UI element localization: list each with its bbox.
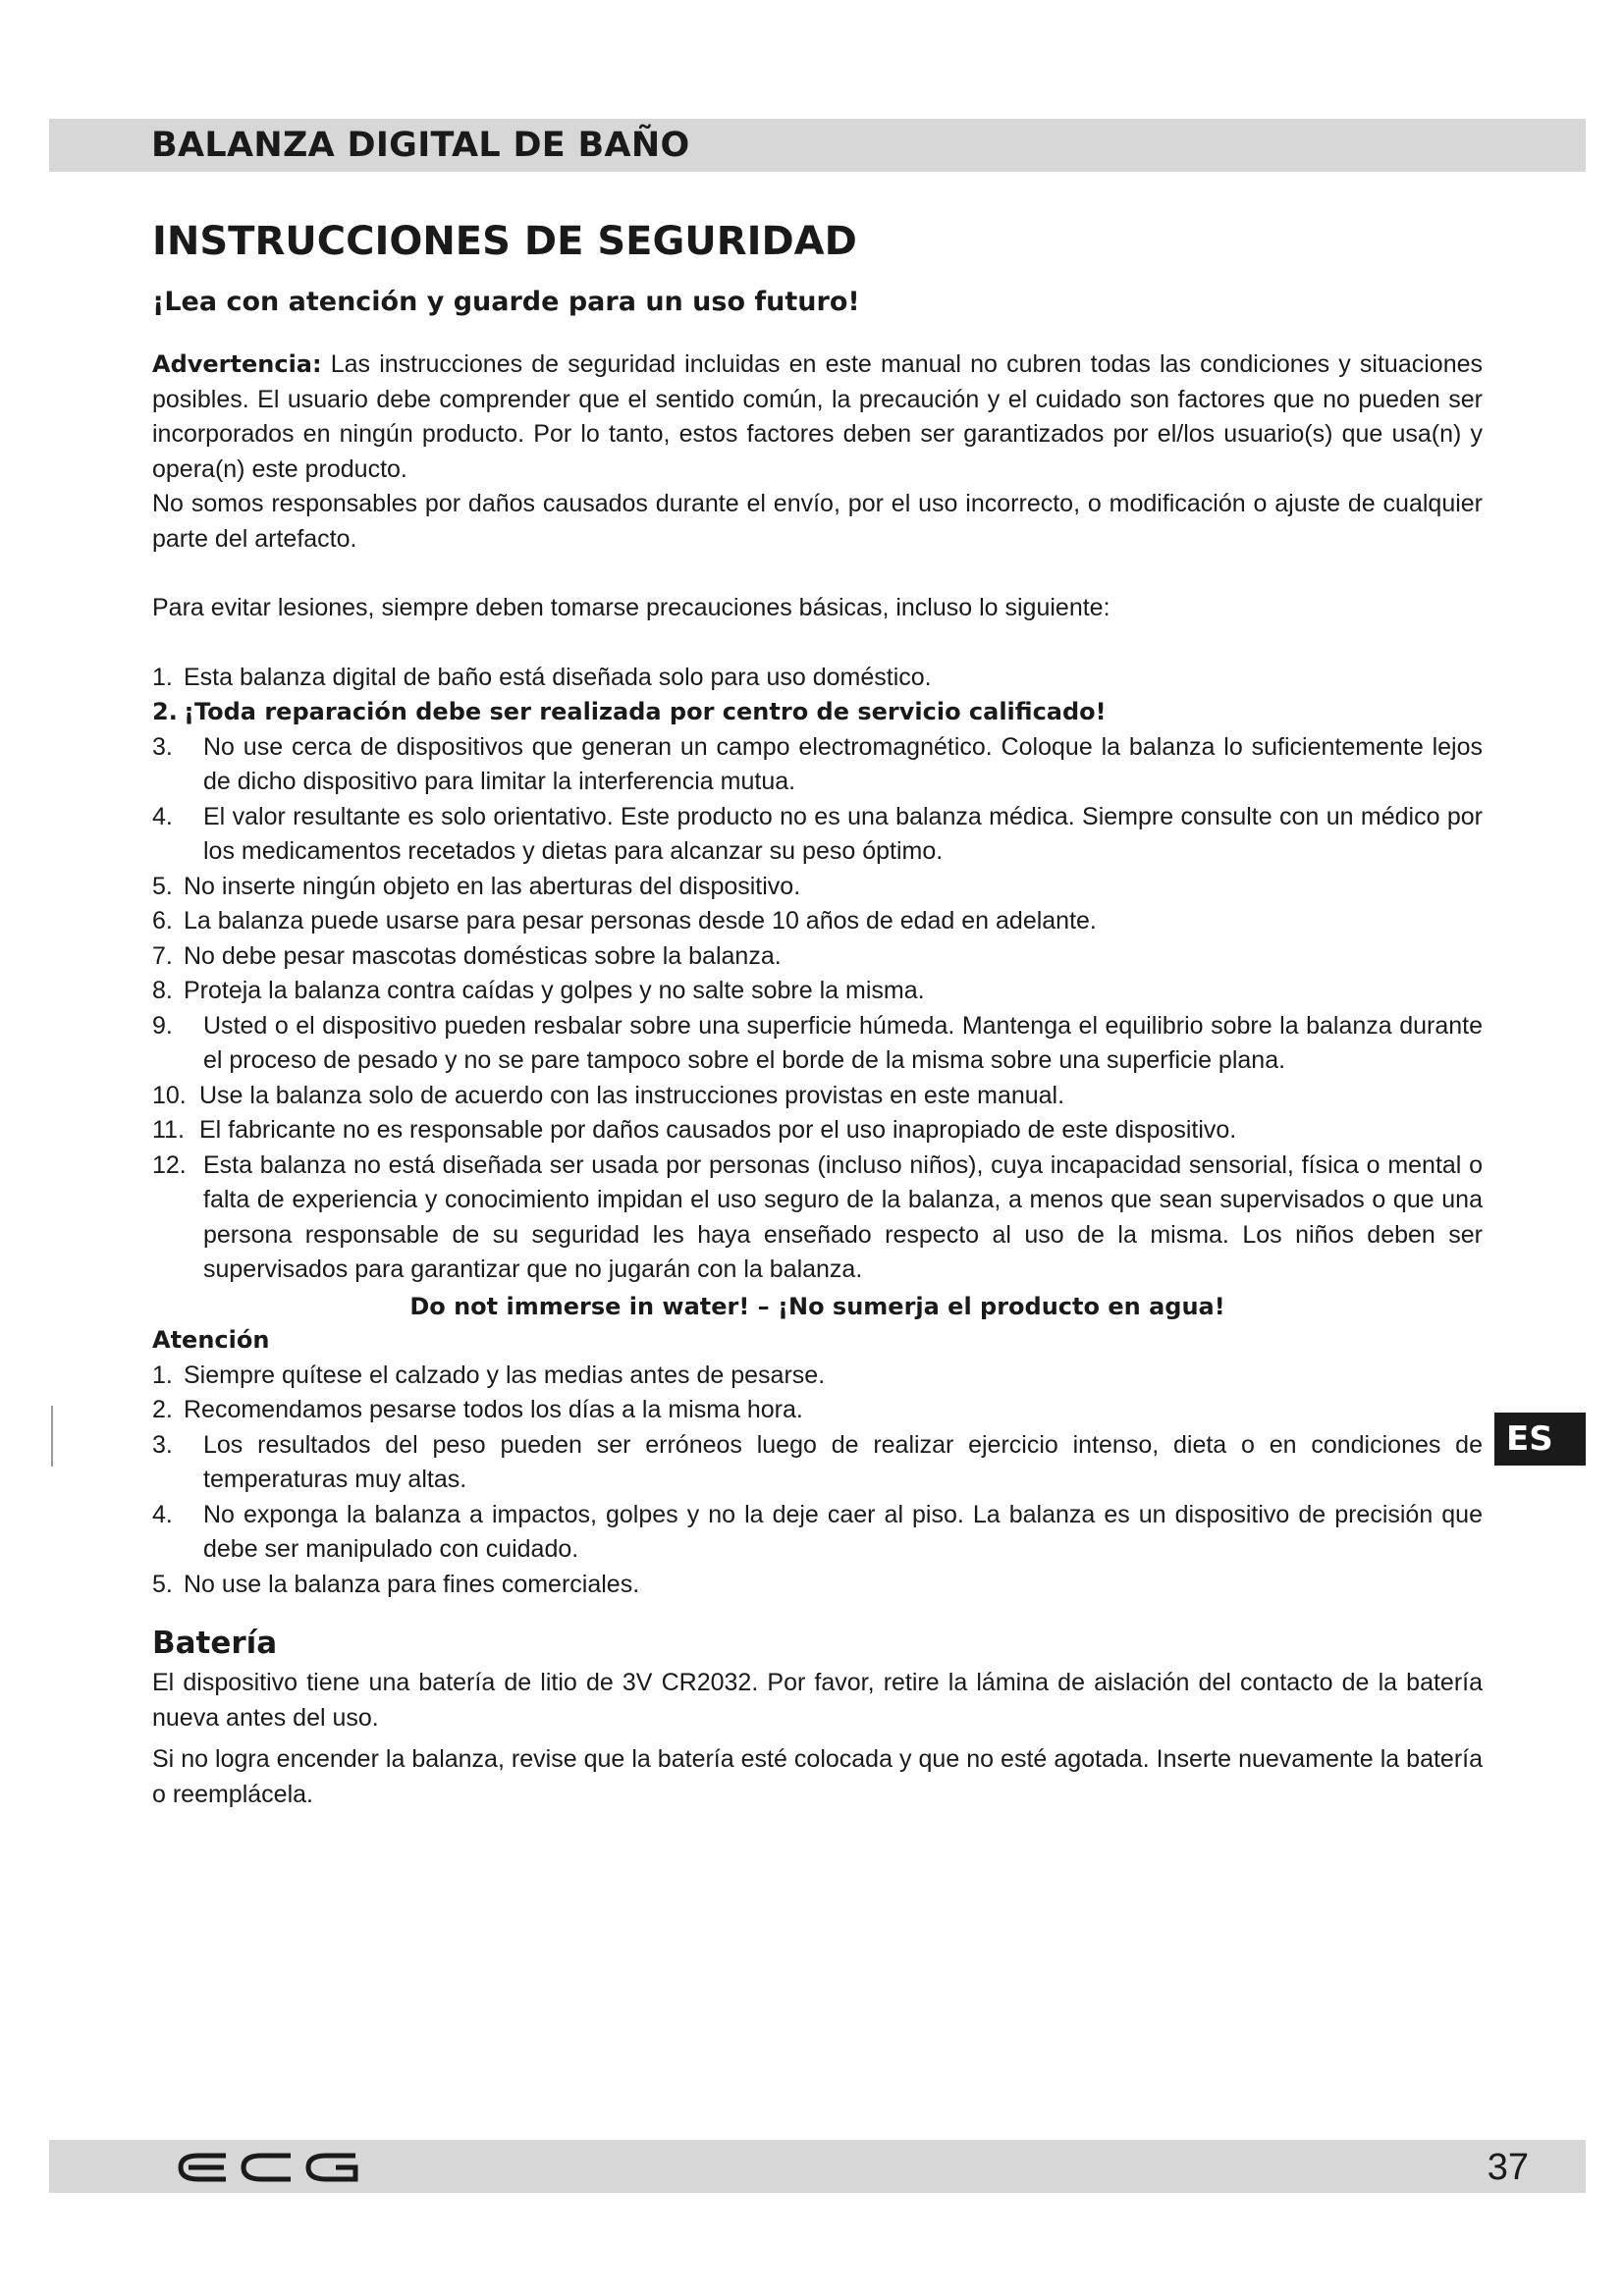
list-item [152,1568,1483,1603]
list-item-number: 3. [152,1430,173,1459]
list-item [152,1009,1483,1079]
list-item-text: La balanza puede usarse para pesar personas desde 10 años de edad en adelante. [184,907,1097,934]
list-item-text: No debe pesar mascotas domésticas sobre la balanza. [184,941,782,970]
list-item-number: 1. [152,1361,173,1389]
list-item-text: El fabricante no es responsable por daños causados por el uso inapropiado de este dispositivo. [199,1116,1237,1144]
attention-list [152,1359,1483,1603]
safety-list [152,661,1483,1288]
warning-paragraph [152,347,1483,487]
list-item-text: Esta balanza digital de baño está diseñada solo para uso doméstico. [184,663,932,691]
list-item-text: El valor resultante es solo orientativo. Este producto no es una balanza médica. Siempre consulte con un médico por los medicamentos recetados y dietas para alcanzar su peso óptimo. [203,802,1483,865]
list-item-number: 3. [152,732,173,761]
list-item [152,939,1483,975]
safety-heading: INSTRUCCIONES DE SEGURIDAD [152,219,857,264]
list-item [152,1393,1483,1428]
list-item-text: No inserte ningún objeto en las aberturas del dispositivo. [184,872,801,900]
header-bar [49,119,1586,172]
warning-label: Advertencia: [152,350,322,378]
list-item [152,1359,1483,1394]
list-item [152,1428,1483,1498]
list-item-number: 12. [152,1150,187,1179]
list-item-text: Recomendamos pesarse todos los días a la misma hora. [184,1396,803,1423]
margin-line [51,1406,53,1467]
list-item-text: No exponga la balanza a impactos, golpes y no la deje caer al piso. La balanza es un dispositivo de precisión que debe ser manipulado con cuidado. [203,1500,1483,1563]
main-content [152,206,1483,1818]
ecg-logo [175,2148,371,2187]
attention-heading: Atención [152,1325,270,1354]
list-item-number: 6. [152,907,173,934]
list-item [152,1498,1483,1568]
battery-paragraph-1: El dispositivo tiene una batería de litio de 3V CR2032. Por favor, retire la lámina de aislación del contacto de la batería nueva antes del uso. [152,1669,1483,1732]
list-item [152,904,1483,939]
list-item [152,730,1483,800]
list-item [152,1113,1483,1148]
list-item-number: 5. [152,872,173,900]
list-item-number: 2. [152,698,178,725]
list-item-number: 4. [152,802,173,830]
list-item [152,870,1483,905]
list-item-text: Usted o el dispositivo pueden resbalar sobre una superficie húmeda. Mantenga el equilibrio sobre la balanza durante el proceso de pesado y no se pare tampoco sobre el borde de la misma sobre una superficie plana. [203,1011,1483,1074]
list-item [152,1079,1483,1114]
liability-paragraph: No somos responsables por daños causados durante el envío, por el uso incorrecto, o modificación o ajuste de cualquier parte del artefacto. [152,490,1483,553]
document-title: BALANZA DIGITAL DE BAÑO [151,126,690,165]
list-item [152,661,1483,696]
safety-subtitle: ¡Lea con atención y guarde para un uso futuro! [152,287,860,317]
list-item-text: ¡Toda reparación debe ser realizada por centro de servicio calificado! [184,698,1107,725]
list-item [152,800,1483,870]
list-item-text: Proteja la balanza contra caídas y golpes y no salte sobre la misma. [184,977,925,1004]
list-item-number: 1. [152,663,173,691]
list-item [152,974,1483,1009]
list-item-number: 5. [152,1570,173,1598]
battery-paragraph-2: Si no logra encender la balanza, revise que la batería esté colocada y que no esté agotada. Inserte nuevamente la batería o reemplácela. [152,1745,1483,1808]
list-item-number: 7. [152,941,173,970]
battery-heading: Batería [152,1626,278,1661]
list-item [152,1148,1483,1288]
list-item-number: 10. [152,1081,187,1109]
intro-paragraph: Para evitar lesiones, siempre deben tomarse precauciones básicas, incluso lo siguiente: [152,594,1110,621]
water-warning: Do not immerse in water! – ¡No sumerja el producto en agua! [409,1292,1225,1320]
list-item-text: No use la balanza para fines comerciales. [184,1570,640,1598]
list-item-number: 2. [152,1396,173,1423]
warning-text: Las instrucciones de seguridad incluidas en este manual no cubren todas las condiciones y situaciones posibles. El usuario debe comprender que el sentido común, la precaución y el cuidado son factores que no pueden ser incorporados en ningún producto. Por lo tanto, estos factores deben ser garantizados por el/los usuario(s) que usa(n) y opera(n) este producto. [152,350,1483,483]
list-item-text: Use la balanza solo de acuerdo con las instrucciones provistas en este manual. [199,1081,1065,1109]
list-item-text: Siempre quítese el calzado y las medias antes de pesarse. [184,1361,826,1389]
list-item-number: 11. [152,1116,185,1144]
list-item-text: No use cerca de dispositivos que generan un campo electromagnético. Coloque la balanza lo suficientemente lejos de dicho dispositivo para limitar la interferencia mutua. [203,732,1483,795]
list-item-number: 4. [152,1500,173,1528]
footer-bar [49,2140,1586,2193]
list-item-number: 9. [152,1011,173,1040]
page-number: 37 [1487,2147,1529,2188]
list-item-number: 8. [152,977,173,1004]
list-item [152,695,1483,730]
list-item-text: Los resultados del peso pueden ser erróneos luego de realizar ejercicio intenso, dieta o en condiciones de temperaturas muy altas. [203,1430,1483,1493]
language-tab: ES [1494,1413,1586,1466]
list-item-text: Esta balanza no está diseñada ser usada por personas (incluso niños), cuya incapacidad sensorial, física o mental o falta de experiencia y conocimiento impidan el uso seguro de la balanza, a menos que sean supervisados o que una persona responsable de su seguridad les haya enseñado respecto al uso de la misma. Los niños deben ser supervisados para garantizar que no jugarán con la balanza. [203,1150,1483,1283]
